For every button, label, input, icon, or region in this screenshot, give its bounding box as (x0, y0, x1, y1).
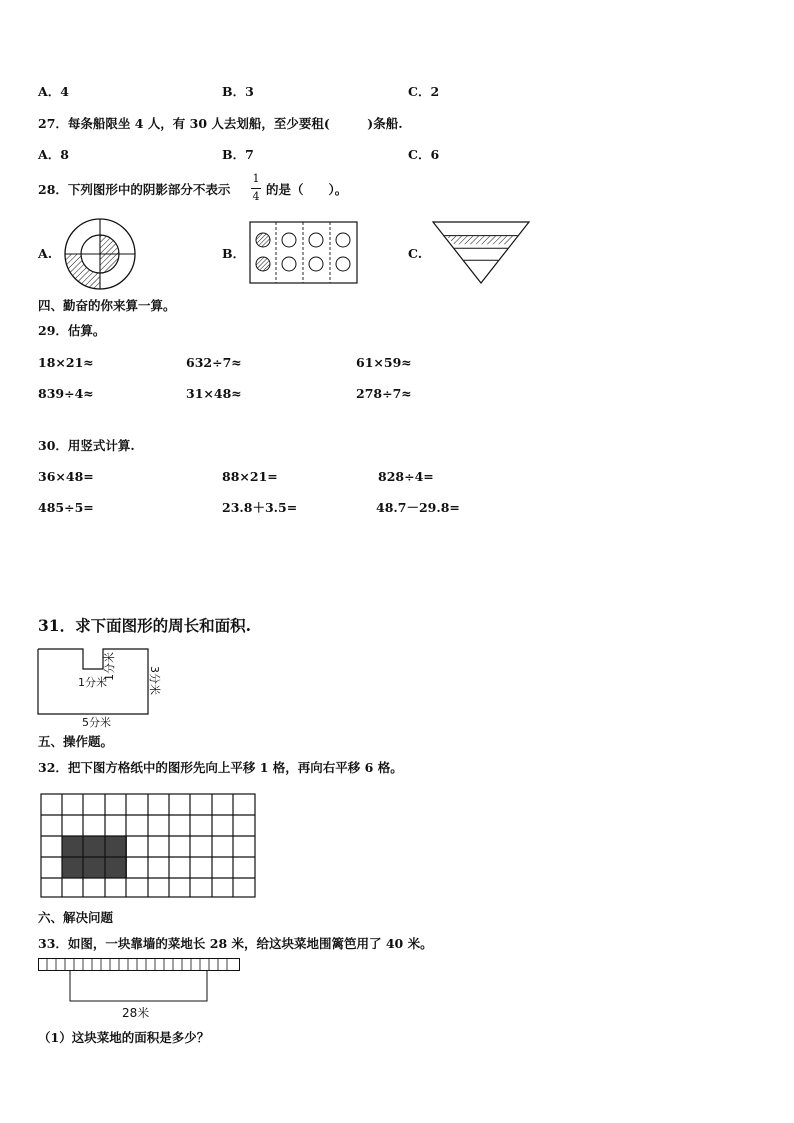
estimate-2: 632÷7≈ (186, 355, 242, 370)
q28-figure-c (431, 221, 531, 285)
estimate-4: 839÷4≈ (38, 386, 94, 401)
calc-5: 23.8＋3.5= (222, 500, 298, 515)
section5-title: 五、操作题。 (38, 734, 114, 749)
label-notch-width: 1分米 (78, 676, 107, 689)
q27-stem: 27．每条船限坐 4 人，有 30 人去划船，至少要租( )条船. (38, 116, 403, 131)
calc-4: 485÷5= (38, 500, 94, 515)
length-label: 28米 (122, 1006, 150, 1020)
label-width: 5分米 (82, 716, 111, 729)
q28-figure-b (249, 221, 359, 285)
q28-option-c-label: C. (408, 246, 423, 261)
q28-stem (38, 182, 230, 198)
q28-figure-a (63, 217, 137, 291)
estimate-3: 61×59≈ (356, 355, 412, 370)
q30-title: 30．用竖式计算. (38, 438, 135, 453)
calc-2: 88×21= (222, 469, 278, 484)
estimate-6: 278÷7≈ (356, 386, 412, 401)
q31-title: 31．求下面图形的周长和面积. (38, 616, 251, 635)
section6-title: 六、解决问题 (38, 910, 114, 925)
calc-6: 48.7－29.8= (376, 500, 460, 515)
q26-option-b: B．3 (222, 84, 254, 99)
q26-option-a: A．4 (38, 84, 69, 99)
q33-stem: 33．如图，一块靠墙的菜地长 28 米，给这块菜地围篱笆用了 40 米。 (38, 936, 433, 951)
q33-figure (38, 958, 248, 1024)
q32-grid (40, 793, 260, 899)
label-notch-depth: 1分米 (103, 652, 116, 681)
q27-option-b: B．7 (222, 147, 254, 162)
q28-option-b-label: B． (222, 246, 246, 261)
q33-sub1: （1）这块菜地的面积是多少？ (38, 1030, 210, 1045)
q31-figure (37, 646, 177, 731)
calc-3: 828÷4= (378, 469, 434, 484)
estimate-1: 18×21≈ (38, 355, 94, 370)
q28-option-a-label: A. (38, 246, 53, 261)
q27-option-a: A．8 (38, 147, 69, 162)
calc-1: 36×48= (38, 469, 94, 484)
q27-option-c: C．6 (408, 147, 440, 162)
fraction-bar (251, 188, 261, 189)
q32-stem: 32．把下图方格纸中的图形先向上平移 1 格，再向右平移 6 格。 (38, 760, 403, 775)
q28-stem-after: 的是（ ）。 (266, 182, 348, 197)
label-height: 3分米 (148, 666, 161, 695)
fraction-numerator: 1 (252, 172, 260, 185)
q28-stem-before: 28．下列图形中的阴影部分不表示 (38, 182, 231, 197)
estimate-5: 31×48≈ (186, 386, 242, 401)
q29-title: 29．估算。 (38, 323, 106, 338)
fraction-denominator: 4 (252, 190, 260, 203)
section4-title: 四、勤奋的你来算一算。 (38, 298, 176, 313)
q26-option-c: C．2 (408, 84, 440, 99)
